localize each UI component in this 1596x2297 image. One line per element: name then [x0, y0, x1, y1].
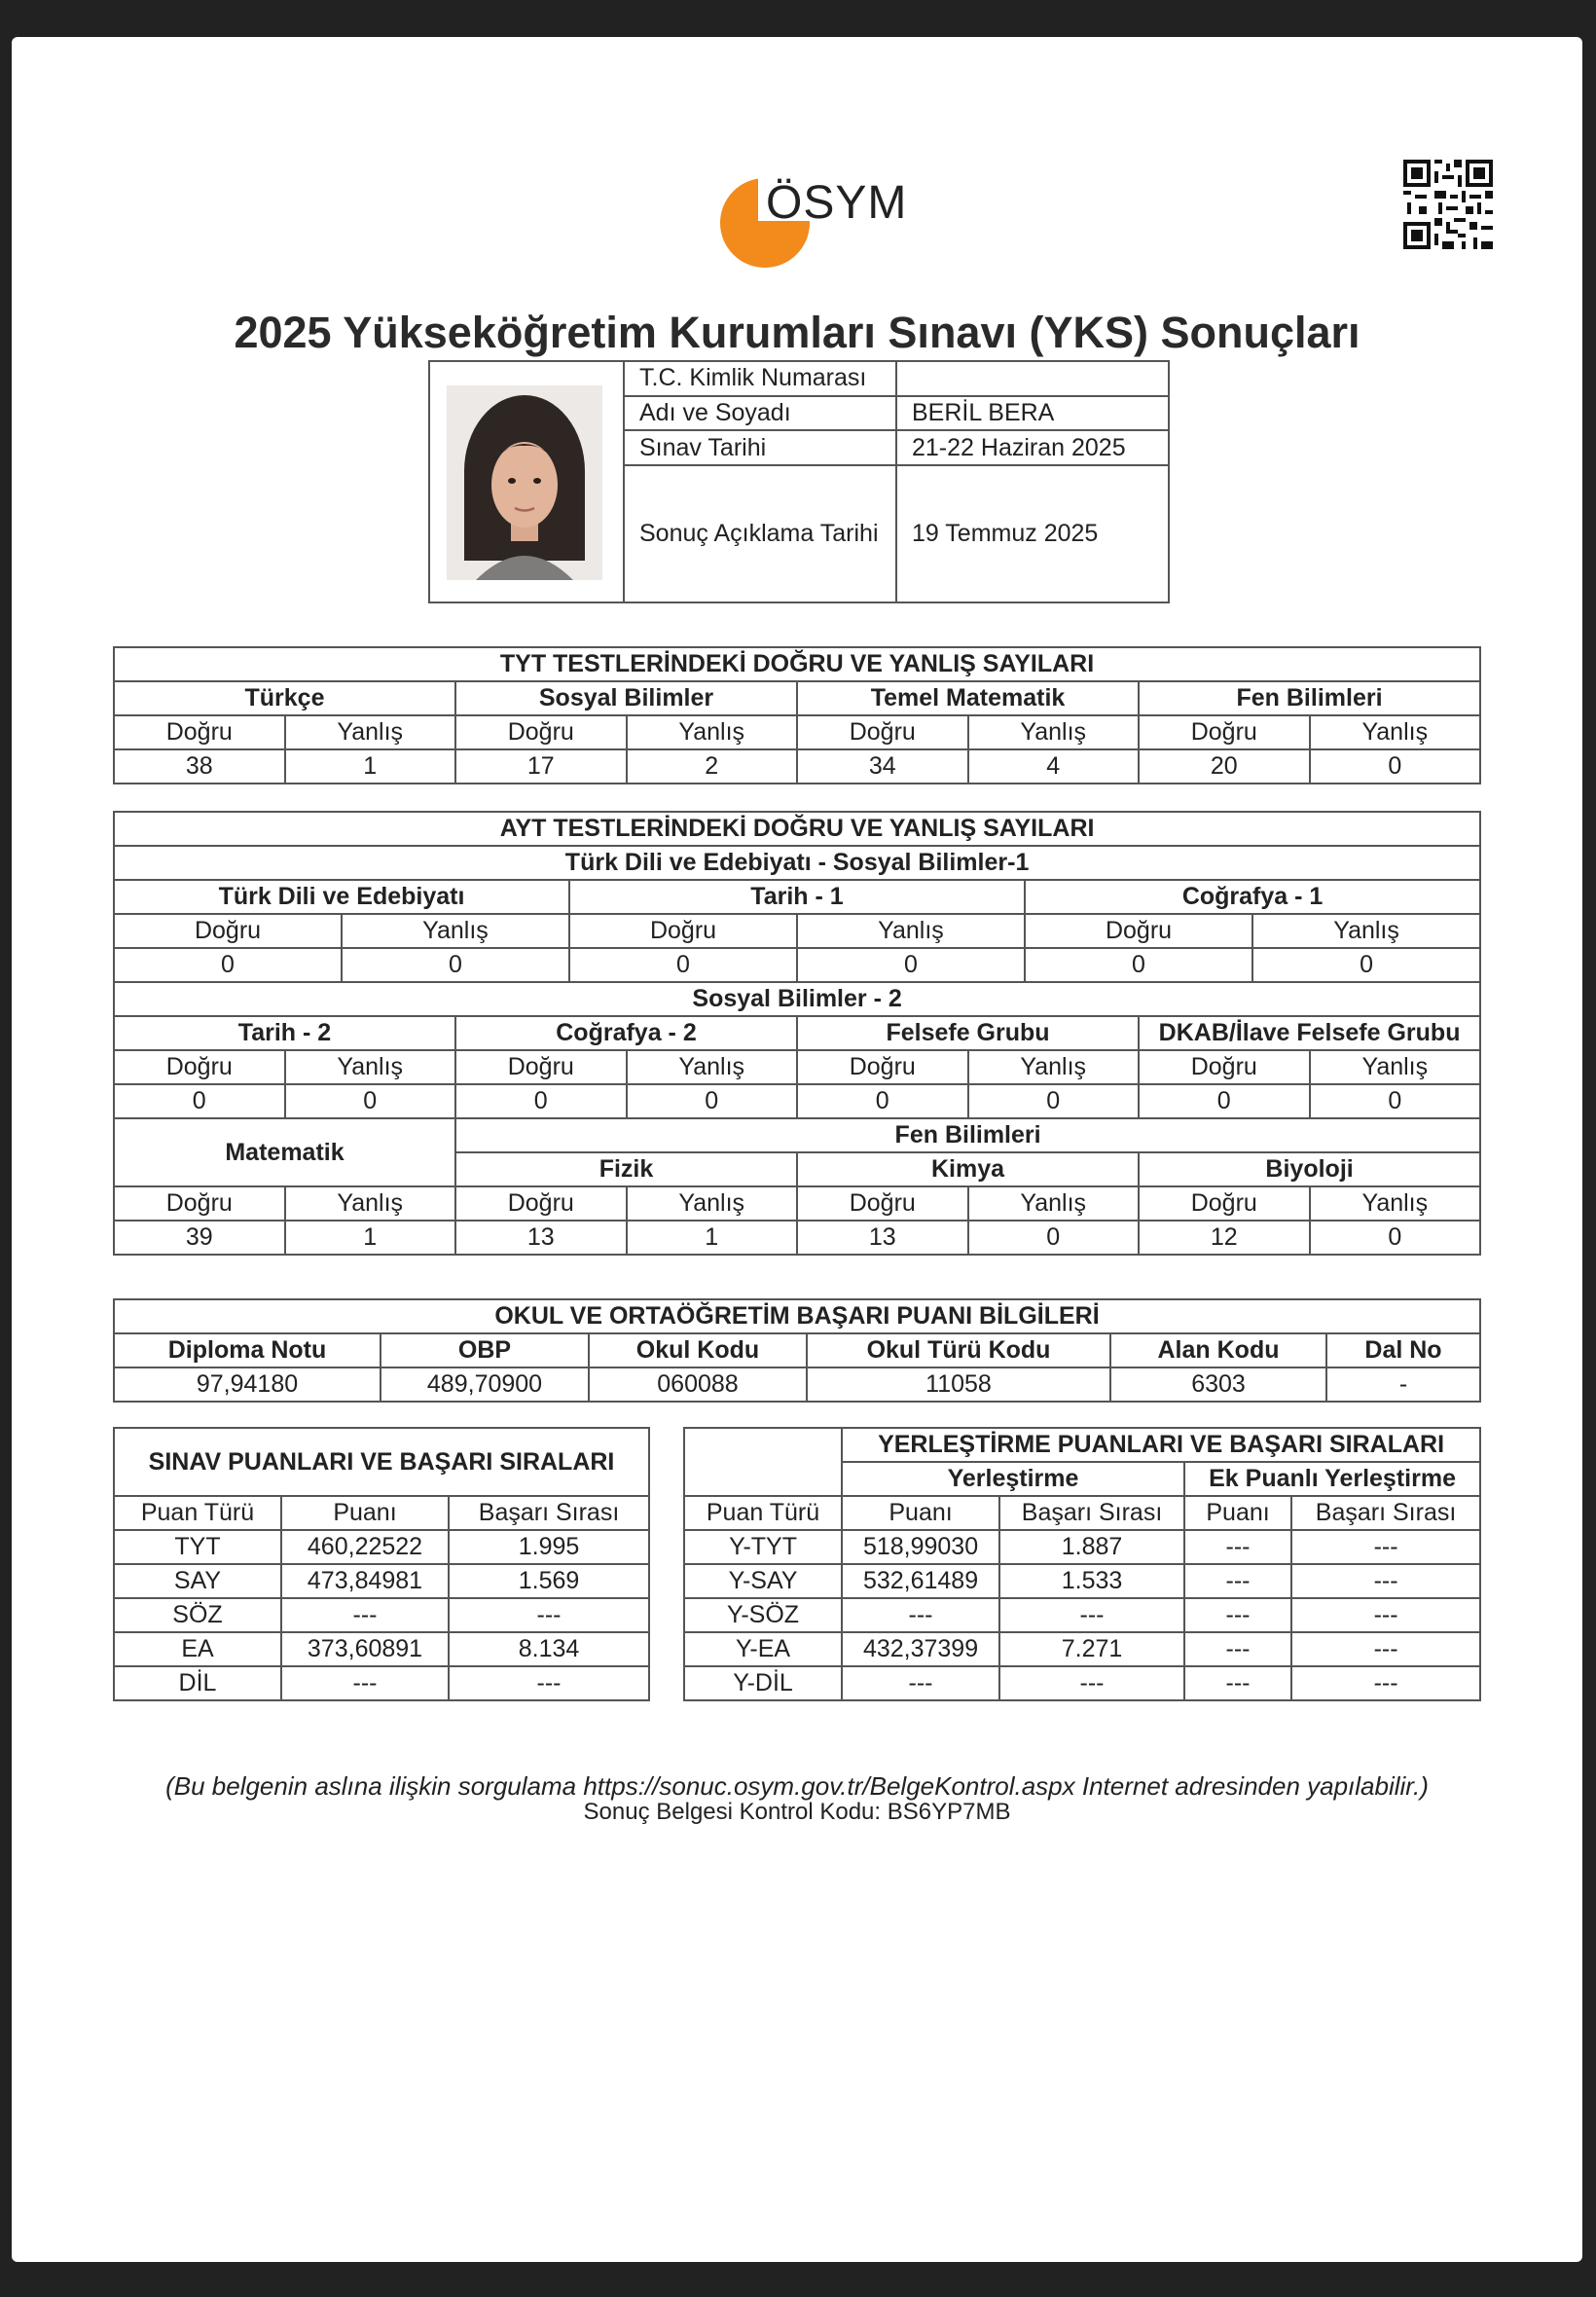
dogru-header: Doğru: [114, 1186, 285, 1221]
yanlis-header: Yanlış: [627, 1050, 798, 1084]
count-cell: 17: [455, 749, 627, 784]
school-header: Diploma Notu: [114, 1333, 381, 1367]
score-value: 373,60891: [281, 1632, 449, 1666]
yanlis-header: Yanlış: [342, 914, 569, 948]
count-cell: 34: [797, 749, 968, 784]
placement-rank: 7.271: [999, 1632, 1184, 1666]
count-cell: 0: [114, 1084, 285, 1118]
extra-score: ---: [1184, 1564, 1291, 1598]
school-value: 060088: [589, 1367, 807, 1402]
placement-group-header: Ek Puanlı Yerleştirme: [1184, 1462, 1480, 1496]
result-document: [12, 37, 1582, 2262]
ayt-title: AYT TESTLERİNDEKİ DOĞRU VE YANLIŞ SAYILARI: [114, 812, 1480, 846]
score-type: SAY: [114, 1564, 281, 1598]
page-title: 2025 Yükseköğretim Kurumları Sınavı (YKS) Sonuçları: [234, 308, 1360, 357]
score-rank: 1.569: [449, 1564, 649, 1598]
yanlis-header: Yanlış: [968, 715, 1140, 749]
placement-blank-cell: [684, 1428, 842, 1496]
placement-rank: 1.887: [999, 1530, 1184, 1564]
extra-rank: ---: [1291, 1666, 1480, 1700]
dogru-header: Doğru: [455, 1050, 627, 1084]
subject-header: Kimya: [797, 1152, 1139, 1186]
scores-header: Puan Türü: [114, 1496, 281, 1530]
count-cell: 0: [455, 1084, 627, 1118]
placement-type: Y-SÖZ: [684, 1598, 842, 1632]
scores-header: Başarı Sırası: [449, 1496, 649, 1530]
placement-type: Y-SAY: [684, 1564, 842, 1598]
tyt-title: TYT TESTLERİNDEKİ DOĞRU VE YANLIŞ SAYILARI: [114, 647, 1480, 681]
placement-type: Y-DİL: [684, 1666, 842, 1700]
score-type: TYT: [114, 1530, 281, 1564]
score-rank: 8.134: [449, 1632, 649, 1666]
group1-title: Türk Dili ve Edebiyatı - Sosyal Bilimler-1: [114, 846, 1480, 880]
count-cell: 0: [968, 1084, 1140, 1118]
result-date-label: Sonuç Açıklama Tarihi: [624, 465, 896, 602]
count-cell: 0: [1139, 1084, 1310, 1118]
subject-header: Tarih - 2: [114, 1016, 455, 1050]
extra-rank: ---: [1291, 1598, 1480, 1632]
subject-header: Sosyal Bilimler: [455, 681, 797, 715]
scores-title: SINAV PUANLARI VE BAŞARI SIRALARI: [114, 1428, 649, 1496]
school-value: 489,70900: [381, 1367, 589, 1402]
dogru-header: Doğru: [114, 1050, 285, 1084]
extra-score: ---: [1184, 1530, 1291, 1564]
verification-note: (Bu belgenin aslına ilişkin sorgulama https://sonuc.osym.gov.tr/BelgeKontrol.aspx Internet adresinden yapılabilir.): [165, 1771, 1429, 1801]
dogru-header: Doğru: [114, 715, 285, 749]
count-cell: 1: [285, 1221, 456, 1255]
count-cell: 1: [627, 1221, 798, 1255]
count-cell: 0: [1310, 1084, 1481, 1118]
group2-title: Sosyal Bilimler - 2: [114, 982, 1480, 1016]
dogru-header: Doğru: [455, 715, 627, 749]
count-cell: 4: [968, 749, 1140, 784]
count-cell: 0: [114, 948, 342, 982]
count-cell: 0: [342, 948, 569, 982]
count-cell: 20: [1139, 749, 1310, 784]
subject-header: Coğrafya - 1: [1025, 880, 1480, 914]
count-cell: 0: [1025, 948, 1252, 982]
subject-header: Fizik: [455, 1152, 797, 1186]
table-row: [114, 1564, 1480, 1598]
yanlis-header: Yanlış: [285, 1186, 456, 1221]
count-cell: 0: [1310, 1221, 1481, 1255]
yanlis-header: Yanlış: [797, 914, 1025, 948]
placement-group-header: Yerleştirme: [842, 1462, 1184, 1496]
extra-rank: ---: [1291, 1564, 1480, 1598]
dogru-header: Doğru: [114, 914, 342, 948]
placement-rank: 1.533: [999, 1564, 1184, 1598]
dogru-header: Doğru: [797, 1050, 968, 1084]
placement-header: Puanı: [842, 1496, 999, 1530]
yanlis-header: Yanlış: [1310, 715, 1481, 749]
score-value: ---: [281, 1598, 449, 1632]
count-cell: 0: [797, 948, 1025, 982]
subject-header: Tarih - 1: [569, 880, 1025, 914]
school-table: [113, 1298, 1481, 1403]
placement-type: Y-TYT: [684, 1530, 842, 1564]
placement-score: 532,61489: [842, 1564, 999, 1598]
school-header: OBP: [381, 1333, 589, 1367]
personal-info-table: [428, 360, 1170, 603]
score-rank: ---: [449, 1598, 649, 1632]
count-cell: 38: [114, 749, 285, 784]
scores-header: Puanı: [281, 1496, 449, 1530]
osym-logo: [709, 137, 908, 273]
yanlis-header: Yanlış: [627, 715, 798, 749]
extra-rank: ---: [1291, 1530, 1480, 1564]
separator: [649, 1428, 684, 1700]
math-header: Matematik: [114, 1118, 455, 1186]
score-rank: 1.995: [449, 1530, 649, 1564]
placement-header: Başarı Sırası: [999, 1496, 1184, 1530]
school-header: Alan Kodu: [1110, 1333, 1326, 1367]
count-cell: 2: [627, 749, 798, 784]
subject-header: Fen Bilimleri: [1139, 681, 1480, 715]
exam-date-value: 21-22 Haziran 2025: [896, 430, 1169, 465]
dogru-header: Doğru: [1139, 715, 1310, 749]
id-value: [896, 361, 1169, 396]
dogru-header: Doğru: [1139, 1186, 1310, 1221]
placement-header: Başarı Sırası: [1291, 1496, 1480, 1530]
subject-header: DKAB/İlave Felsefe Grubu: [1139, 1016, 1480, 1050]
yanlis-header: Yanlış: [968, 1050, 1140, 1084]
yanlis-header: Yanlış: [285, 715, 456, 749]
extra-rank: ---: [1291, 1632, 1480, 1666]
yanlis-header: Yanlış: [968, 1186, 1140, 1221]
count-cell: 0: [285, 1084, 456, 1118]
score-type: DİL: [114, 1666, 281, 1700]
dogru-header: Doğru: [455, 1186, 627, 1221]
ayt-table: [113, 811, 1481, 1256]
school-header: Dal No: [1326, 1333, 1480, 1367]
count-cell: 39: [114, 1221, 285, 1255]
dogru-header: Doğru: [1139, 1050, 1310, 1084]
table-row: [114, 1666, 1480, 1700]
placement-title: YERLEŞTİRME PUANLARI VE BAŞARI SIRALARI: [842, 1428, 1480, 1462]
student-photo: [447, 385, 602, 580]
count-cell: 0: [1252, 948, 1480, 982]
name-label: Adı ve Soyadı: [624, 396, 896, 431]
placement-header: Puanı: [1184, 1496, 1291, 1530]
count-cell: 13: [797, 1221, 968, 1255]
placement-header: Puan Türü: [684, 1496, 842, 1530]
count-cell: 0: [1310, 749, 1481, 784]
tyt-table: [113, 646, 1481, 784]
subject-header: Temel Matematik: [797, 681, 1139, 715]
score-type: EA: [114, 1632, 281, 1666]
id-label: T.C. Kimlik Numarası: [624, 361, 896, 396]
table-row: [114, 1530, 1480, 1564]
extra-score: ---: [1184, 1666, 1291, 1700]
placement-rank: ---: [999, 1666, 1184, 1700]
subject-header: Biyoloji: [1139, 1152, 1480, 1186]
result-date-value: 19 Temmuz 2025: [896, 465, 1169, 602]
school-value: 97,94180: [114, 1367, 381, 1402]
scores-table: [113, 1427, 1481, 1701]
count-cell: 0: [627, 1084, 798, 1118]
count-cell: 1: [285, 749, 456, 784]
dogru-header: Doğru: [569, 914, 797, 948]
extra-score: ---: [1184, 1598, 1291, 1632]
score-type: SÖZ: [114, 1598, 281, 1632]
placement-rank: ---: [999, 1598, 1184, 1632]
placement-score: 432,37399: [842, 1632, 999, 1666]
dogru-header: Doğru: [1025, 914, 1252, 948]
subject-header: Türk Dili ve Edebiyatı: [114, 880, 569, 914]
subject-header: Coğrafya - 2: [455, 1016, 797, 1050]
extra-score: ---: [1184, 1632, 1291, 1666]
yanlis-header: Yanlış: [1252, 914, 1480, 948]
photo-cell: [429, 361, 624, 602]
table-row: [114, 1598, 1480, 1632]
yanlis-header: Yanlış: [1310, 1186, 1481, 1221]
placement-score: ---: [842, 1598, 999, 1632]
school-title: OKUL VE ORTAÖĞRETİM BAŞARI PUANI BİLGİLERİ: [114, 1299, 1480, 1333]
school-value: 11058: [807, 1367, 1110, 1402]
school-value: 6303: [1110, 1367, 1326, 1402]
school-header: Okul Türü Kodu: [807, 1333, 1110, 1367]
control-code: Sonuç Belgesi Kontrol Kodu: BS6YP7MB: [583, 1799, 1011, 1825]
count-cell: 0: [797, 1084, 968, 1118]
yanlis-header: Yanlış: [627, 1186, 798, 1221]
placement-score: ---: [842, 1666, 999, 1700]
table-row: [114, 1632, 1480, 1666]
score-value: 460,22522: [281, 1530, 449, 1564]
score-value: ---: [281, 1666, 449, 1700]
placement-score: 518,99030: [842, 1530, 999, 1564]
school-header: Okul Kodu: [589, 1333, 807, 1367]
science-header: Fen Bilimleri: [455, 1118, 1480, 1152]
count-cell: 13: [455, 1221, 627, 1255]
placement-type: Y-EA: [684, 1632, 842, 1666]
count-cell: 0: [569, 948, 797, 982]
name-value: BERİL BERA: [896, 396, 1169, 431]
exam-date-label: Sınav Tarihi: [624, 430, 896, 465]
logo-text: ÖSYM: [766, 177, 908, 229]
count-cell: 12: [1139, 1221, 1310, 1255]
dogru-header: Doğru: [797, 1186, 968, 1221]
score-value: 473,84981: [281, 1564, 449, 1598]
count-cell: 0: [968, 1221, 1140, 1255]
dogru-header: Doğru: [797, 715, 968, 749]
subject-header: Türkçe: [114, 681, 455, 715]
yanlis-header: Yanlış: [285, 1050, 456, 1084]
yanlis-header: Yanlış: [1310, 1050, 1481, 1084]
score-rank: ---: [449, 1666, 649, 1700]
subject-header: Felsefe Grubu: [797, 1016, 1139, 1050]
qr-code-icon: [1403, 160, 1493, 249]
school-value: -: [1326, 1367, 1480, 1402]
